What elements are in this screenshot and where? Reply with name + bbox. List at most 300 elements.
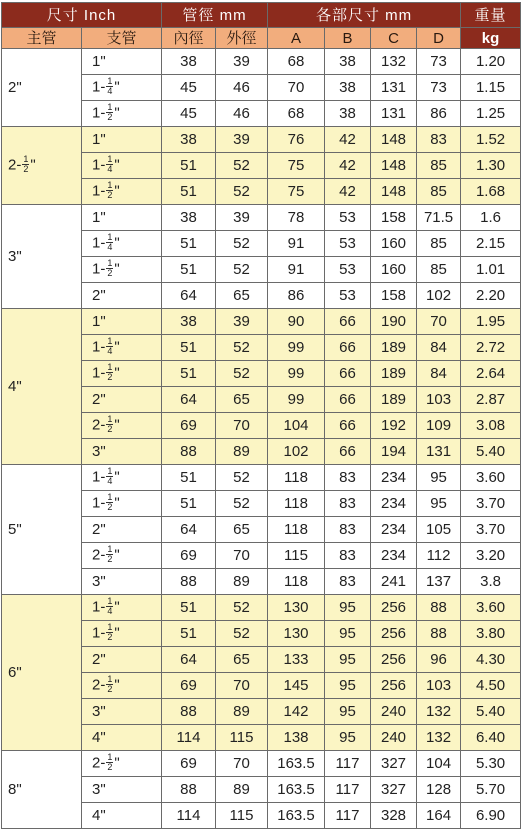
dim-b-cell: 53: [325, 205, 371, 231]
dim-a-cell: 90: [268, 309, 325, 335]
outer-diameter-cell: 52: [216, 491, 268, 517]
size-whole: 2: [8, 79, 17, 96]
dim-b-cell: 66: [325, 335, 371, 361]
fraction-numerator: 1: [107, 492, 113, 502]
outer-diameter-cell: 65: [216, 387, 268, 413]
weight-cell: 4.30: [461, 647, 521, 673]
dim-c-cell: 256: [371, 673, 417, 699]
dim-b-cell: 66: [325, 361, 371, 387]
dim-a-cell: 130: [268, 595, 325, 621]
fraction: [106, 181, 113, 200]
branch-pipe-size: [82, 153, 162, 179]
outer-diameter-cell: 89: [216, 777, 268, 803]
fraction-numerator: 1: [107, 154, 113, 164]
inch-mark: ": [114, 78, 120, 96]
branch-pipe-size: [82, 595, 162, 621]
branch-pipe-size: [82, 647, 162, 673]
weight-cell: 2.15: [461, 231, 521, 257]
inch-mark: ": [100, 729, 106, 746]
dim-a-cell: 138: [268, 725, 325, 751]
dim-b-cell: 38: [325, 75, 371, 101]
weight-cell: 1.30: [461, 153, 521, 179]
fraction-denominator: 2: [107, 632, 113, 642]
fraction-denominator: 2: [107, 268, 113, 278]
dim-b-cell: 53: [325, 283, 371, 309]
branch-pipe-size: [82, 257, 162, 283]
weight-cell: 1.95: [461, 309, 521, 335]
dim-c-cell: 192: [371, 413, 417, 439]
outer-diameter-cell: 65: [216, 283, 268, 309]
dim-d-cell: 95: [417, 465, 461, 491]
fraction-denominator: 4: [107, 346, 113, 356]
main-pipe-size: [2, 595, 82, 751]
dim-d-cell: 137: [417, 569, 461, 595]
dim-c-cell: 327: [371, 777, 417, 803]
dim-c-cell: 240: [371, 699, 417, 725]
size-whole: 2: [92, 651, 101, 668]
weight-cell: 1.15: [461, 75, 521, 101]
inner-diameter-cell: 88: [162, 699, 216, 725]
dim-a-cell: 91: [268, 257, 325, 283]
dim-b-cell: 95: [325, 595, 371, 621]
dim-a-cell: 142: [268, 699, 325, 725]
inner-diameter-cell: 38: [162, 205, 216, 231]
fraction-numerator: 1: [107, 180, 113, 190]
size-whole: 2: [92, 287, 101, 304]
branch-pipe-size: [82, 777, 162, 803]
dim-b-cell: 95: [325, 647, 371, 673]
size-whole: 2-: [92, 546, 106, 564]
inner-diameter-cell: 51: [162, 257, 216, 283]
header-row-groups: [2, 3, 521, 28]
size-whole: 3: [92, 781, 101, 798]
weight-cell: 2.64: [461, 361, 521, 387]
outer-diameter-cell: 89: [216, 439, 268, 465]
inch-mark: ": [114, 624, 120, 642]
inner-diameter-cell: 51: [162, 335, 216, 361]
size-whole: 3: [92, 443, 101, 460]
inch-mark: ": [100, 287, 106, 304]
inner-diameter-cell: 38: [162, 309, 216, 335]
dim-c-cell: 160: [371, 257, 417, 283]
branch-pipe-size: [82, 725, 162, 751]
size-whole: 3: [8, 248, 17, 265]
dim-d-cell: 88: [417, 621, 461, 647]
table-row: [2, 309, 521, 335]
inner-diameter-cell: 45: [162, 75, 216, 101]
dim-b-cell: 83: [325, 517, 371, 543]
fraction-denominator: 2: [107, 554, 113, 564]
dim-c-cell: 256: [371, 621, 417, 647]
branch-pipe-size: [82, 205, 162, 231]
branch-pipe-size: [82, 75, 162, 101]
branch-pipe-size: [82, 49, 162, 75]
inch-mark: ": [100, 443, 106, 460]
inch-mark: ": [100, 703, 106, 720]
inch-mark: ": [100, 131, 106, 148]
dim-b-cell: 83: [325, 465, 371, 491]
branch-pipe-size: [82, 335, 162, 361]
fraction: [106, 155, 113, 174]
outer-diameter-cell: 52: [216, 153, 268, 179]
outer-diameter-cell: 70: [216, 413, 268, 439]
size-whole: 1: [92, 313, 101, 330]
inner-diameter-cell: 69: [162, 413, 216, 439]
dim-b-cell: 42: [325, 153, 371, 179]
inner-diameter-cell: 51: [162, 231, 216, 257]
dim-d-cell: 85: [417, 179, 461, 205]
inch-mark: ": [100, 313, 106, 330]
inner-diameter-cell: 64: [162, 387, 216, 413]
branch-pipe-size: [82, 751, 162, 777]
weight-cell: 6.90: [461, 803, 521, 829]
inch-mark: ": [114, 546, 120, 564]
outer-diameter-cell: 89: [216, 569, 268, 595]
size-whole: 1-: [92, 260, 106, 278]
dim-d-cell: 95: [417, 491, 461, 517]
inner-diameter-cell: 88: [162, 777, 216, 803]
dim-a-cell: 133: [268, 647, 325, 673]
weight-cell: 4.50: [461, 673, 521, 699]
fraction-denominator: 4: [107, 476, 113, 486]
weight-cell: 5.30: [461, 751, 521, 777]
dim-b-cell: 42: [325, 179, 371, 205]
inner-diameter-cell: 38: [162, 127, 216, 153]
dim-d-cell: 131: [417, 439, 461, 465]
inner-diameter-cell: 88: [162, 439, 216, 465]
fraction-numerator: 1: [107, 336, 113, 346]
outer-diameter-cell: 52: [216, 179, 268, 205]
inch-mark: ": [114, 234, 120, 252]
dim-c-cell: 240: [371, 725, 417, 751]
dim-d-cell: 102: [417, 283, 461, 309]
dim-d-cell: 96: [417, 647, 461, 673]
size-group-header: 尺寸 Inch: [2, 3, 162, 28]
outer-diameter-cell: 89: [216, 699, 268, 725]
fraction-denominator: 2: [107, 112, 113, 122]
dim-c-cell: 189: [371, 335, 417, 361]
outer-diameter-header: 外徑: [216, 28, 268, 49]
inch-mark: ": [16, 664, 22, 681]
branch-pipe-size: [82, 283, 162, 309]
inch-mark: ": [114, 754, 120, 772]
weight-cell: 1.20: [461, 49, 521, 75]
dim-a-cell: 102: [268, 439, 325, 465]
dim-d-cell: 103: [417, 673, 461, 699]
dim-a-cell: 163.5: [268, 803, 325, 829]
dim-d-header: D: [417, 28, 461, 49]
branch-pipe-size: [82, 309, 162, 335]
inch-mark: ": [100, 651, 106, 668]
dim-c-cell: 190: [371, 309, 417, 335]
weight-cell: 2.87: [461, 387, 521, 413]
inner-diameter-cell: 64: [162, 647, 216, 673]
weight-cell: 2.72: [461, 335, 521, 361]
branch-pipe-size: [82, 621, 162, 647]
dim-d-cell: 132: [417, 699, 461, 725]
dim-b-cell: 42: [325, 127, 371, 153]
outer-diameter-cell: 70: [216, 673, 268, 699]
outer-diameter-cell: 115: [216, 803, 268, 829]
fraction: [106, 103, 113, 122]
inch-mark: ": [100, 391, 106, 408]
weight-cell: 3.20: [461, 543, 521, 569]
fraction-numerator: 1: [107, 102, 113, 112]
size-whole: 1-: [92, 104, 106, 122]
inner-diameter-cell: 51: [162, 465, 216, 491]
main-pipe-size: [2, 309, 82, 465]
dim-c-cell: 131: [371, 101, 417, 127]
inch-mark: ": [100, 209, 106, 226]
dim-c-cell: 234: [371, 517, 417, 543]
inch-mark: ": [16, 378, 22, 395]
fraction: [22, 155, 29, 174]
inner-diameter-cell: 64: [162, 283, 216, 309]
fraction-numerator: 1: [107, 544, 113, 554]
dim-c-cell: 234: [371, 491, 417, 517]
dim-d-cell: 109: [417, 413, 461, 439]
size-whole: 1-: [92, 234, 106, 252]
inner-diameter-cell: 88: [162, 569, 216, 595]
dim-c-cell: 131: [371, 75, 417, 101]
weight-cell: 3.70: [461, 517, 521, 543]
weight-cell: 1.68: [461, 179, 521, 205]
dim-a-cell: 99: [268, 387, 325, 413]
dim-c-cell: 189: [371, 387, 417, 413]
weight-cell: 3.60: [461, 595, 521, 621]
dim-d-cell: 112: [417, 543, 461, 569]
fraction: [106, 233, 113, 252]
size-whole: 2-: [92, 416, 106, 434]
dim-d-cell: 105: [417, 517, 461, 543]
fraction-denominator: 4: [107, 164, 113, 174]
inner-diameter-cell: 114: [162, 725, 216, 751]
table-row: [2, 595, 521, 621]
dim-a-cell: 75: [268, 179, 325, 205]
size-whole: 1-: [92, 494, 106, 512]
inner-diameter-header: 內徑: [162, 28, 216, 49]
inch-mark: ": [114, 494, 120, 512]
dim-b-cell: 66: [325, 413, 371, 439]
branch-pipe-size: [82, 543, 162, 569]
inch-mark: ": [100, 53, 106, 70]
dim-c-cell: 148: [371, 153, 417, 179]
fraction: [106, 623, 113, 642]
dim-d-cell: 88: [417, 595, 461, 621]
dim-c-cell: 256: [371, 647, 417, 673]
fraction-denominator: 2: [107, 372, 113, 382]
dim-a-cell: 118: [268, 517, 325, 543]
fraction-numerator: 1: [107, 414, 113, 424]
fraction-denominator: 4: [107, 86, 113, 96]
fraction-denominator: 4: [107, 606, 113, 616]
dim-c-cell: 148: [371, 179, 417, 205]
fraction-denominator: 2: [107, 684, 113, 694]
branch-pipe-size: [82, 569, 162, 595]
fraction-denominator: 2: [107, 190, 113, 200]
dim-d-cell: 86: [417, 101, 461, 127]
dim-c-cell: 189: [371, 361, 417, 387]
dim-a-cell: 76: [268, 127, 325, 153]
outer-diameter-cell: 46: [216, 101, 268, 127]
dim-b-cell: 95: [325, 673, 371, 699]
inch-mark: ": [114, 468, 120, 486]
dim-b-cell: 117: [325, 803, 371, 829]
dim-a-cell: 115: [268, 543, 325, 569]
size-whole: 1-: [92, 156, 106, 174]
inch-mark: ": [114, 182, 120, 200]
fraction-denominator: 2: [107, 424, 113, 434]
weight-cell: 3.70: [461, 491, 521, 517]
table-row: [2, 127, 521, 153]
main-pipe-size: [2, 127, 82, 205]
branch-pipe-size: [82, 127, 162, 153]
dim-b-cell: 38: [325, 49, 371, 75]
dim-d-cell: 103: [417, 387, 461, 413]
outer-diameter-cell: 52: [216, 231, 268, 257]
dim-c-cell: 234: [371, 543, 417, 569]
dim-c-cell: 327: [371, 751, 417, 777]
branch-pipe-size: [82, 231, 162, 257]
inner-diameter-cell: 69: [162, 543, 216, 569]
fraction: [106, 597, 113, 616]
size-whole: 1-: [92, 78, 106, 96]
dim-c-cell: 160: [371, 231, 417, 257]
dim-c-header: C: [371, 28, 417, 49]
outer-diameter-cell: 52: [216, 257, 268, 283]
dim-d-cell: 84: [417, 361, 461, 387]
dim-c-cell: 194: [371, 439, 417, 465]
dim-b-cell: 38: [325, 101, 371, 127]
dim-a-cell: 145: [268, 673, 325, 699]
inner-diameter-cell: 45: [162, 101, 216, 127]
outer-diameter-cell: 65: [216, 517, 268, 543]
size-whole: 2: [92, 391, 101, 408]
dim-b-cell: 53: [325, 231, 371, 257]
inner-diameter-cell: 51: [162, 621, 216, 647]
header-row-columns: [2, 28, 521, 49]
outer-diameter-cell: 39: [216, 49, 268, 75]
dim-b-cell: 83: [325, 491, 371, 517]
dim-b-cell: 53: [325, 257, 371, 283]
inner-diameter-cell: 114: [162, 803, 216, 829]
spec-table-body: [2, 49, 521, 829]
outer-diameter-cell: 70: [216, 543, 268, 569]
inch-mark: ": [16, 248, 22, 265]
inch-mark: ": [100, 521, 106, 538]
branch-pipe-size: [82, 699, 162, 725]
dim-a-cell: 104: [268, 413, 325, 439]
weight-cell: 1.25: [461, 101, 521, 127]
inch-mark: ": [114, 260, 120, 278]
dim-b-cell: 117: [325, 777, 371, 803]
branch-pipe-size: [82, 439, 162, 465]
fraction: [106, 493, 113, 512]
fraction-denominator: 2: [23, 164, 29, 174]
dim-d-cell: 85: [417, 153, 461, 179]
dim-d-cell: 71.5: [417, 205, 461, 231]
outer-diameter-cell: 52: [216, 465, 268, 491]
outer-diameter-cell: 70: [216, 751, 268, 777]
fraction: [106, 675, 113, 694]
dim-a-cell: 163.5: [268, 751, 325, 777]
size-whole: 4: [92, 807, 101, 824]
dim-a-cell: 86: [268, 283, 325, 309]
fraction: [106, 259, 113, 278]
main-pipe-size: [2, 49, 82, 127]
inch-mark: ": [100, 781, 106, 798]
outer-diameter-cell: 46: [216, 75, 268, 101]
pipe-diameter-group-header: 管徑 mm: [162, 3, 268, 28]
dim-c-cell: 241: [371, 569, 417, 595]
fraction: [106, 545, 113, 564]
fraction-numerator: 1: [107, 232, 113, 242]
weight-cell: 5.70: [461, 777, 521, 803]
branch-pipe-size: [82, 491, 162, 517]
fraction: [106, 415, 113, 434]
inner-diameter-cell: 51: [162, 491, 216, 517]
outer-diameter-cell: 39: [216, 205, 268, 231]
size-whole: 1: [92, 209, 101, 226]
branch-pipe-header: 支管: [82, 28, 162, 49]
inner-diameter-cell: 69: [162, 673, 216, 699]
branch-pipe-size: [82, 465, 162, 491]
size-whole: 1-: [92, 468, 106, 486]
inch-mark: ": [100, 573, 106, 590]
pipe-spec-table: [1, 2, 521, 829]
weight-cell: 3.08: [461, 413, 521, 439]
weight-cell: 6.40: [461, 725, 521, 751]
branch-pipe-size: [82, 387, 162, 413]
weight-cell: 3.80: [461, 621, 521, 647]
dimensions-group-header: 各部尺寸 mm: [268, 3, 461, 28]
dim-a-header: A: [268, 28, 325, 49]
fraction-numerator: 1: [107, 622, 113, 632]
outer-diameter-cell: 52: [216, 335, 268, 361]
dim-a-cell: 75: [268, 153, 325, 179]
inner-diameter-cell: 51: [162, 595, 216, 621]
inch-mark: ": [114, 156, 120, 174]
dim-a-cell: 68: [268, 49, 325, 75]
weight-cell: 1.01: [461, 257, 521, 283]
dim-a-cell: 118: [268, 465, 325, 491]
inch-mark: ": [16, 79, 22, 96]
fraction-numerator: 1: [107, 674, 113, 684]
size-whole: 2-: [8, 156, 22, 174]
inner-diameter-cell: 51: [162, 179, 216, 205]
dim-d-cell: 73: [417, 75, 461, 101]
dim-b-cell: 83: [325, 543, 371, 569]
inner-diameter-cell: 64: [162, 517, 216, 543]
weight-cell: 5.40: [461, 439, 521, 465]
outer-diameter-cell: 52: [216, 621, 268, 647]
inch-mark: ": [16, 781, 22, 798]
dim-c-cell: 328: [371, 803, 417, 829]
size-whole: 4: [92, 729, 101, 746]
weight-cell: 3.60: [461, 465, 521, 491]
dim-d-cell: 104: [417, 751, 461, 777]
dim-a-cell: 99: [268, 335, 325, 361]
dim-d-cell: 85: [417, 257, 461, 283]
fraction-numerator: 1: [107, 466, 113, 476]
outer-diameter-cell: 39: [216, 309, 268, 335]
fraction-numerator: 1: [107, 362, 113, 372]
dim-c-cell: 132: [371, 49, 417, 75]
dim-d-cell: 84: [417, 335, 461, 361]
dim-d-cell: 132: [417, 725, 461, 751]
size-whole: 1: [92, 131, 101, 148]
size-whole: 1-: [92, 364, 106, 382]
